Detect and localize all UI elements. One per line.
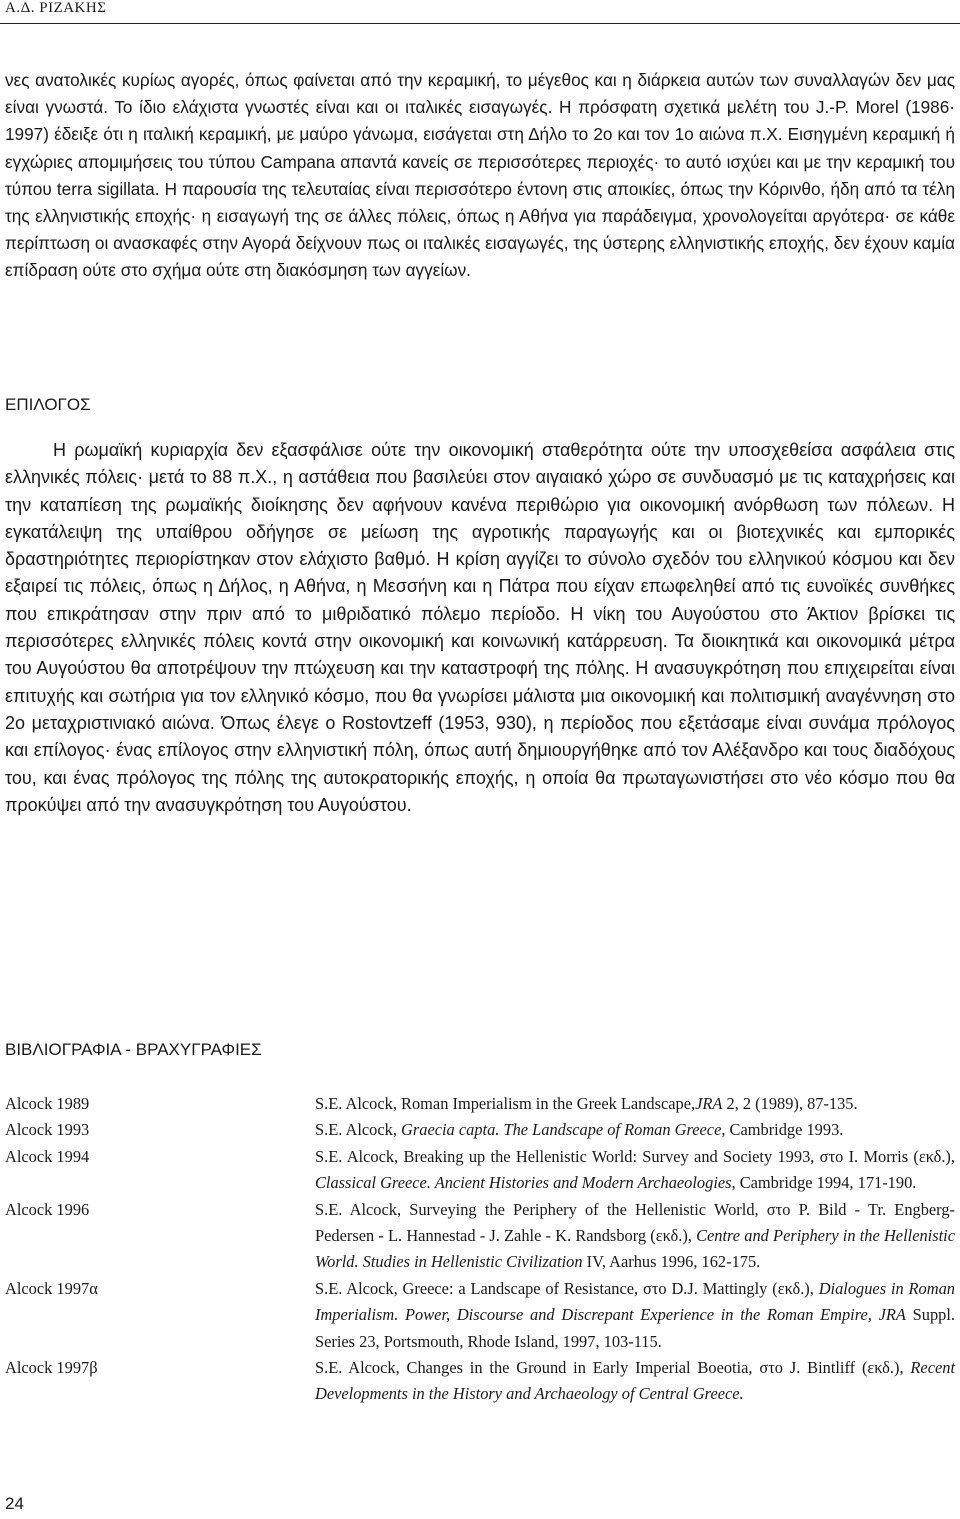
bibliography-reference <box>315 1091 955 1117</box>
bibliography-key: Alcock 1996 <box>5 1199 90 1219</box>
reference-title: Centre and Periphery in the Hellenistic World. Studies in Hellenistic Civilization <box>315 1226 955 1272</box>
reference-text: S.E. Alcock, Breaking up the Hellenistic World: Survey and Society 1993, στο I. Morris (εκδ.), <box>315 1146 955 1166</box>
reference-text: Suppl. Series 23, Portsmouth, Rhode Island, 1997, 103-115. <box>315 1305 956 1351</box>
bibliography-key: Alcock 1997α <box>5 1278 98 1298</box>
reference-text: S.E. Alcock, Roman Imperialism in the Greek Landscape, <box>315 1094 696 1113</box>
bibliography-reference <box>315 1355 955 1408</box>
reference-title: JRA <box>695 1094 723 1113</box>
bibliography-entry <box>5 1091 955 1117</box>
reference-text: S.E. Alcock, Surveying the Periphery of the Hellenistic World, στο P. Bild - Tr. Engberg-Pedersen - L. Hannestad - J. Zahle - K. Randsborg (εκδ.), <box>315 1199 955 1246</box>
reference-text: S.E. Alcock, <box>315 1120 402 1140</box>
bibliography-entry <box>5 1117 955 1143</box>
reference-title: Recent Developments in the History and Archaeology of Central Greece. <box>315 1358 955 1404</box>
bibliography-list <box>5 1091 955 1408</box>
reference-title: Classical Greece. Ancient Histories and Modern Archaeologies <box>315 1173 732 1193</box>
reference-text: 2, 2 (1989), 87-135. <box>722 1094 858 1113</box>
bibliography-key: Alcock 1997β <box>5 1358 98 1378</box>
bibliography-reference <box>315 1144 955 1197</box>
page-number: 24 <box>5 1494 24 1513</box>
reference-text: IV, Aarhus 1996, 162-175. <box>582 1252 761 1272</box>
running-head: Α.Δ. ΡΙΖΑΚΗΣ <box>5 0 107 16</box>
reference-text: S.E. Alcock, Greece: a Landscape of Resistance, στο D.J. Mattingly (εκδ.), <box>315 1278 819 1298</box>
bibliography-key: Alcock 1993 <box>5 1120 90 1140</box>
bibliography-reference <box>315 1117 955 1143</box>
header-rule <box>0 23 960 24</box>
reference-title: Dialogues in Roman Imperialism. Power, Discourse and Discrepant Experience in the Roman Empire, JRA <box>315 1278 955 1325</box>
bibliography-key: Alcock 1994 <box>5 1146 90 1166</box>
bibliography-entry <box>5 1197 955 1276</box>
bibliography-entry <box>5 1355 955 1408</box>
epilogue-paragraph: Η ρωμαϊκή κυριαρχία δεν εξασφάλισε ούτε την οικονομική σταθερότητα ούτε την υποσχεθείσα ασφάλεια στις ελληνικές πόλεις· μετά το 88 π.Χ., η αστάθεια που βασιλεύει στον αιγαιακό χώρο σε συνδυασμό με τις καταχρήσεις και την καταπίεση της ρωμαϊκής διοίκησης δεν αφήνουν κανένα περιθώριο για οικονομική ανόρθωση των πόλεων. Η εγκατάλειψη της υπαίθρου οδήγησε σε μείωση της αγροτικής παραγωγής και οι βιοτεχνικές και εμπορικές δραστηριότητες περιορίστηκαν στον ελάχιστο βαθμό. Η κρίση αγγίζει το σύνολο σχεδόν του ελληνικού κόσμου και δεν εξαιρεί τις πόλεις, όπως η Δήλος, η Αθήνα, η Μεσσήνη και η Πάτρα που είχαν επωφεληθεί από τις ευνοϊκές συνθήκες που επικράτησαν στην πριν από το μιθριδατικό πόλεμο περίοδο. Η νίκη του Αυγούστου στο Άκτιον βρίσκει τις περισσότερες ελληνικές πόλεις κοντά στην οικονομική και κοινωνική κατάρρευση. Τα διοικητικά και οικονομικά μέτρα του Αυγούστου θα αποτρέψουν την πτώχευση και την καταστροφή της πόλης. Η ανασυγκρότηση που επιχειρείται είναι επιτυχής και σωτήρια για τον ελληνικό κόσμο, που θα γνωρίσει μάλιστα μια οικονομική και πολιτισμική αναγέννηση στο 2ο μεταχριστινιακό αιώνα. Όπως έλεγε ο Rostovtzeff (1953, 930), η περίοδος που εξετάσαμε είναι συνάμα πρόλογος και επίλογος· ένας επίλογος στην ελληνιστική πόλη, όπως αυτή δημιουργήθηκε από τον Αλέξανδρο και τους διαδόχους του, και ένας πρόλογος της πόλης της αυτοκρατορικής εποχής, η οποία θα πρωταγωνιστήσει στο νέο κόσμο που θα προκύψει από την ανασυγκρότηση του Αυγούστου. <box>5 440 955 815</box>
bibliography-key: Alcock 1989 <box>5 1094 90 1113</box>
bibliography-entry <box>5 1144 955 1197</box>
bibliography-heading: ΒΙΒΛΙΟΓΡΑΦΙΑ - ΒΡΑΧΥΓΡΑΦΙΕΣ <box>5 1040 262 1059</box>
reference-text: S.E. Alcock, Changes in the Ground in Early Imperial Boeotia, στο J. Bintliff (εκδ.), <box>315 1358 911 1378</box>
bibliography-reference <box>315 1197 955 1276</box>
reference-text: , Cambridge 1994, 171-190. <box>731 1173 917 1193</box>
bibliography-reference <box>315 1276 955 1355</box>
body-paragraph-1: νες ανατολικές κυρίως αγορές, όπως φαίνεται από την κεραμική, το μέγεθος και η διάρκεια αυτών των συναλλαγών δεν μας είναι γνωστά. Το ίδιο ελάχιστα γνωστές είναι και οι ιταλικές εισαγωγές. Η πρόσφατη σχετικά μελέτη του J.-P. Morel (1986· 1997) έδειξε ότι η ιταλική κεραμική, με μαύρο γάνωμα, εισάγεται στη Δήλο το 2ο και τον 1ο αιώνα π.Χ. Εισηγμένη κεραμική ή εγχώριες απομιμήσεις του τύπου Campana απαντά κανείς σε περισσότερες περιοχές· το αυτό ισχύει και με την κεραμική του τύπου terra sigillata. Η παρουσία της τελευταίας είναι περισσότερο έντονη στις αποικίες, όπως την Κόρινθο, ήδη από τα τέλη της ελληνιστικής εποχής· η εισαγωγή της σε άλλες πόλεις, όπως η Αθήνα για παράδειγμα, χρονολογείται αργότερα· σε κάθε περίπτωση οι ανασκαφές στην Αγορά δείχνουν πως οι ιταλικές εισαγωγές, της ύστερης ελληνιστικής εποχής, δεν έχουν καμία επίδραση ούτε στο σχήμα ούτε στη διακόσμηση των αγγείων. <box>5 70 955 281</box>
bibliography-entry <box>5 1276 955 1355</box>
reference-title: Graecia capta. The Landscape of Roman Greece <box>401 1120 722 1140</box>
epilogue-heading: ΕΠΙΛΟΓΟΣ <box>5 395 91 414</box>
reference-text: , Cambridge 1993. <box>721 1120 844 1140</box>
